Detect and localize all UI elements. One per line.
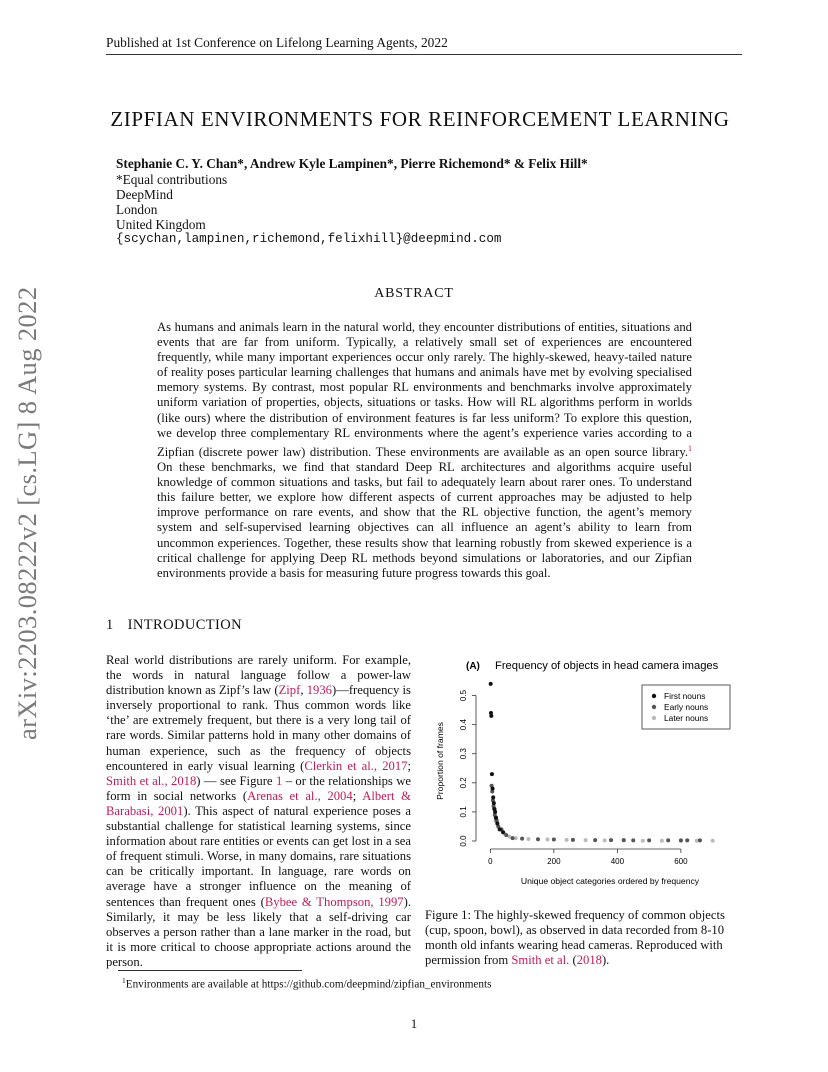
figure-caption [425,908,743,968]
footnote-divider [118,970,302,971]
data-point [660,839,664,843]
data-point [698,838,702,842]
data-point [501,830,505,834]
legend-marker-early [652,705,656,709]
page-header: Published at 1st Conference on Lifelong Learning Agents, 2022 [106,35,742,55]
x-tick-label: 0 [488,857,493,866]
arxiv-identifier[interactable]: arXiv:2203.08222v2 [cs.LG] 8 Aug 2022 [12,286,42,740]
intro-text: – or the relationships we form in social networks ( [106,773,411,803]
x-tick-label: 600 [674,857,688,866]
legend-marker-later [652,716,656,720]
legend-label-later: Later nouns [664,713,709,723]
figure-link[interactable]: 1 [275,773,283,788]
data-point [565,838,569,842]
data-point [489,714,493,718]
data-point [593,838,597,842]
data-point [647,838,651,842]
page-number: 1 [410,1016,418,1031]
y-axis-label: Proportion of frames [435,722,445,800]
section-heading [106,617,242,634]
frequency-chart [424,651,742,901]
citation-link[interactable]: Clerkin et al., 2017 [304,758,408,773]
data-point [609,838,613,842]
data-point [495,822,499,826]
data-point [491,795,495,799]
legend-label-first: First nouns [664,691,706,701]
paper-title: ZIPFIAN ENVIRONMENTS FOR REINFORCEMENT LEARNING [110,107,730,131]
x-axis-label: Unique object categories ordered by frequency [520,876,700,886]
abstract-text [157,320,692,581]
citation-link[interactable]: 2018 [576,953,602,968]
chart-title: Frequency of objects in head camera images [495,660,719,672]
citation-link[interactable]: Arenas et al., 2004 [247,788,353,803]
affiliation-line: *Equal contributions [116,172,228,187]
caption-text: ). [601,953,610,968]
data-point [552,838,556,842]
footnote-link[interactable]: 1 [688,443,692,453]
data-point [492,801,496,805]
data-point [511,836,515,840]
footnote-text[interactable]: Environments are available at https://github.com/deepmind/zipfian_environments [125,978,492,991]
data-point [504,833,508,837]
introduction-text [106,653,411,970]
data-point [631,838,635,842]
footnote-mark: 1 [122,976,126,985]
intro-text: )—frequency is inversely proportional to rank. Thus common words like ‘the’ are extremely frequent, but there is a very long tail of rare words. Similar patterns hold in many other domains of human experience, such as the frequency of objects encountered in early visual learning ( [106,683,411,773]
citation-link[interactable]: Smith et al., 2018 [106,773,197,788]
citation-link[interactable]: 1936 [306,683,332,698]
data-point [489,682,493,686]
section-title: INTRODUCTION [127,617,242,633]
section-number: 1 [106,617,114,633]
intro-text: ) — see Figure [196,773,276,788]
figure-1 [424,651,742,901]
y-tick-label: 0.4 [459,719,468,731]
affiliation-line: DeepMind [116,187,173,203]
x-tick-label: 400 [610,857,625,866]
panel-label: (A) [466,661,480,672]
citation-link[interactable]: Bybee & Thompson, 1997 [264,894,404,909]
data-point [526,837,530,841]
data-point [520,837,524,841]
abstract-part-1: As humans and animals learn in the natural world, they encounter distributions of entities, situations and events that are far from uniform. Typically, a relatively small set of experiences are encountered frequently, while many important experiences occur only rarely. The highly-skewed, heavy-tailed nature of reality poses particular learning challenges that humans and animals have met by evolving specialised memory systems. By contrast, most popular RL environments and benchmarks involve approximately uniform variation of properties, objects, situations or tasks. How will RL algorithms perform in worlds (like ours) where the distribution of environment features is far less uniform? To explore this question, we develop three complementary RL environments where the agent’s experience varies according to a Zipfian (discrete power law) distribution. These environments are available as an open source library. [157,320,692,459]
abstract-heading: ABSTRACT [374,286,454,301]
citation-link[interactable]: Zipf [278,683,301,698]
affiliation-line: London [116,202,158,218]
data-point [490,772,494,776]
intro-text: Real world distributions are rarely uniform. For example, the words in natural language follow a power-law distribution known as Zipf’s law ( [106,653,411,698]
y-tick-label: 0.3 [459,748,468,760]
data-point [571,838,575,842]
y-tick-label: 0.2 [459,777,468,789]
data-point [584,838,588,842]
caption-text: Figure 1: The highly-skewed frequency of common objects (cup, spoon, bowl), as observed in data recorded from 8-10 month old infants wearing head cameras. Reproduced with permission from [425,908,725,968]
data-point [494,816,498,820]
data-point [679,838,683,842]
data-point [603,838,607,842]
x-tick-label: 200 [547,857,561,866]
caption-text: ( [569,953,577,968]
legend-marker-first [652,694,656,698]
author-emails: {scychan,lampinen,richemond,felixhill}@deepmind.com [116,232,502,246]
y-tick-label: 0.1 [459,806,468,818]
abstract-part-2: On these benchmarks, we find that standard Deep RL architectures and algorithms acquire useful knowledge of common situations and tasks, but fail to adequately learn about rarer ones. To understand this failure better, we explore how different aspects of current approaches may be adjusted to help improve performance on rare events, and show that the RL objective function, the agent’s memory system and self-supervised learning objectives can all influence an agent’s ability to learn from uncommon experiences. Together, these results show that learning robustly from skewed experience is a critical challenge for applying Deep RL methods beyond simulations or laboratories, and our Zipfian environments provide a basis for measuring future progress towards this goal. [157,460,692,580]
data-point [546,838,550,842]
affiliation-line: United Kingdom [116,217,206,233]
legend-label-early: Early nouns [664,702,709,712]
data-point [622,838,626,842]
intro-text: ; [352,788,363,803]
intro-text: ). This aspect of natural experience poses a substantial challenge for statistical learning systems, since information about rare entities or events can get lost in a sea of frequent stimuli. Worse, in many domains, rare situations can be critically important. In language, rare words on average have a stronger influence on the meaning of sentences than frequent ones ( [106,803,411,909]
intro-text: ). Similarly, it may be less likely that a self-driving car observes a person rather than a lane marker in the road, but it is more critical to choose appropriate actions around the person. [106,894,411,969]
intro-text: ; [407,758,411,773]
data-point [536,837,540,841]
y-tick-label: 0.0 [459,835,468,847]
citation-link[interactable]: Smith et al. [511,953,570,968]
data-point [491,787,495,791]
footnote [122,976,491,991]
y-tick-label: 0.5 [459,689,468,702]
data-point [685,838,689,842]
citation-link[interactable]: Albert & Barabasi, 2001 [106,788,411,818]
data-point [641,839,645,843]
chart-legend [642,685,730,729]
data-point [666,838,670,842]
data-point [498,827,502,831]
affiliation-block [116,172,227,232]
data-point [711,839,715,843]
data-point [493,810,497,814]
author-list: Stephanie C. Y. Chan*, Andrew Kyle Lampinen*, Pierre Richemond* & Felix Hill* [116,156,588,171]
intro-text: , [300,683,307,698]
chart-title-group [466,660,719,672]
